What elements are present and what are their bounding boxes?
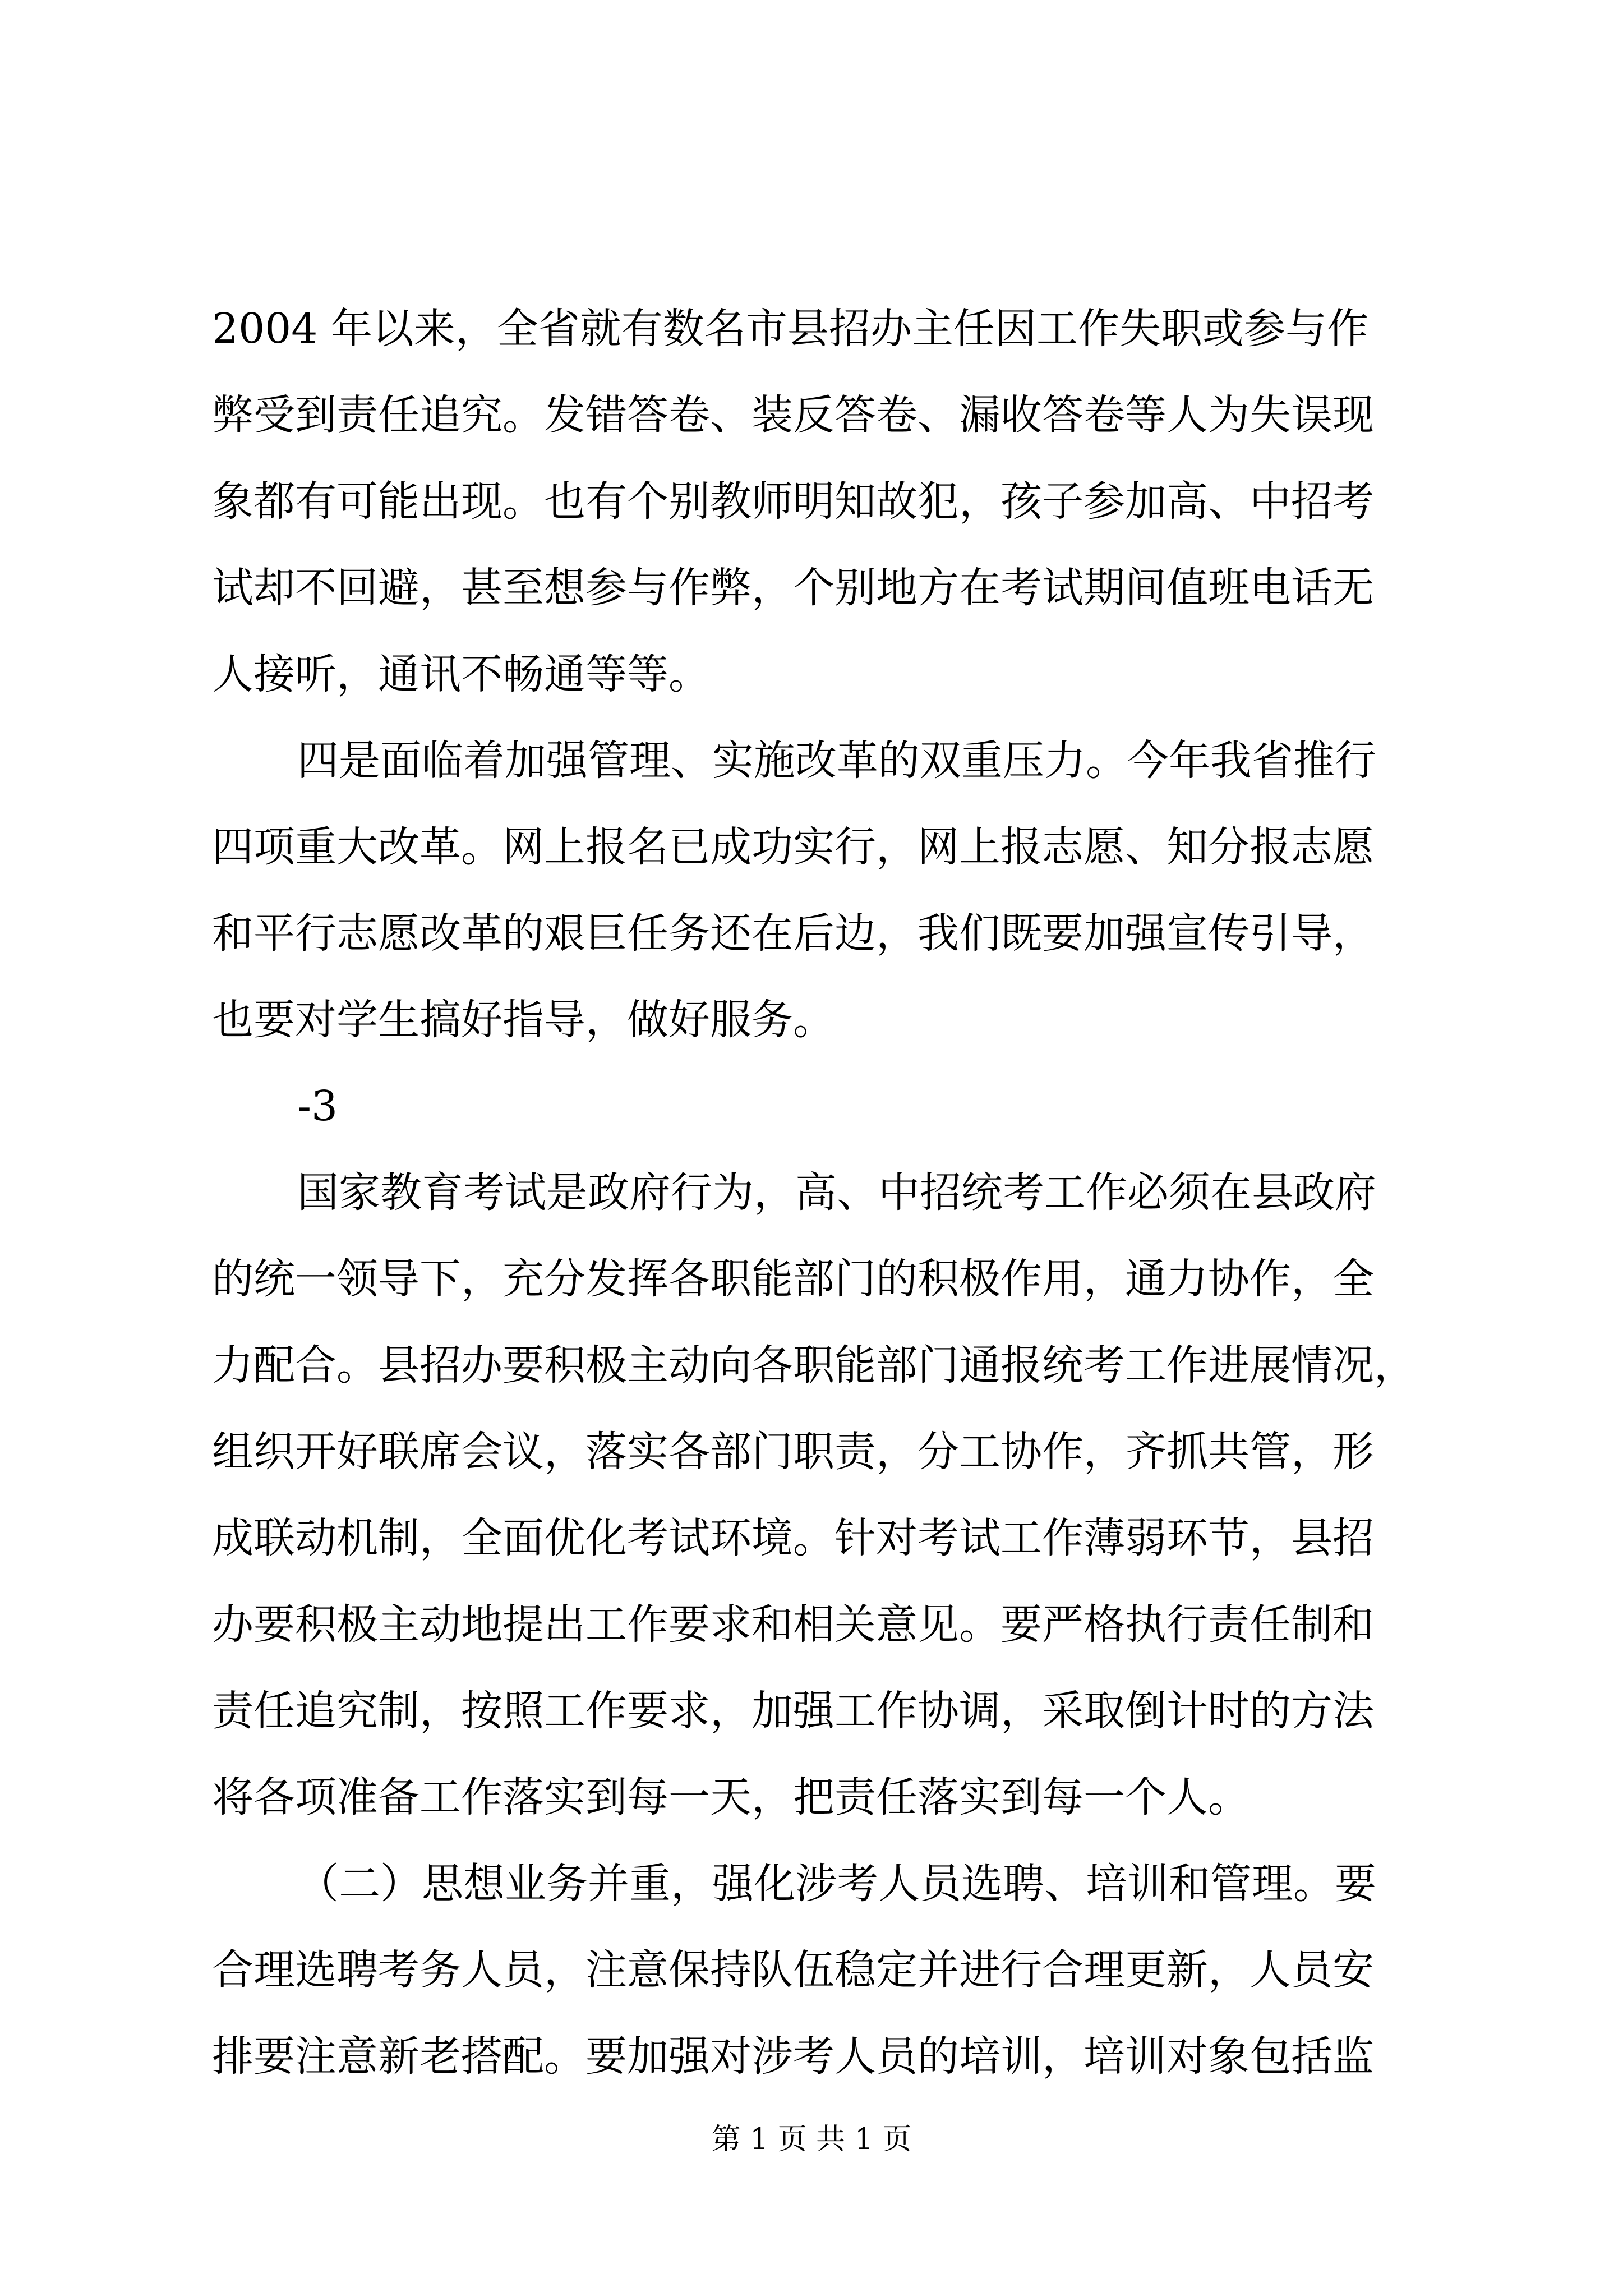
text-line: 力配合。县招办要积极主动向各职能部门通报统考工作进展情况， [212, 1341, 1415, 1389]
text-line: 合理选聘考务人员，注意保持队伍稳定并进行合理更新，人员安 [212, 1946, 1374, 1994]
page-footer: 第 1 页 共 1 页 [711, 2123, 912, 2156]
text-line: 组织开好联席会议，落实各部门职责，分工协作，齐抓共管，形 [212, 1428, 1374, 1476]
text-line: 四是面临着加强管理、实施改革的双重压力。今年我省推行 [297, 737, 1376, 785]
text-line: 四项重大改革。网上报名已成功实行，网上报志愿、知分报志愿 [212, 823, 1374, 871]
text-line: 和平行志愿改革的艰巨任务还在后边，我们既要加强宣传引导， [212, 909, 1374, 958]
text-line: 象都有可能出现。也有个别教师明知故犯，孩子参加高、中招考 [212, 477, 1374, 526]
text-line: 将各项准备工作落实到每一天，把责任落实到每一个人。 [212, 1773, 1249, 1821]
text-line: 也要对学生搞好指导，做好服务。 [212, 996, 834, 1044]
text-line: 责任追究制，按照工作要求，加强工作协调，采取倒计时的方法 [212, 1687, 1374, 1735]
text-line: 办要积极主动地提出工作要求和相关意见。要严格执行责任制和 [212, 1600, 1374, 1649]
text-line: 的统一领导下，充分发挥各职能部门的积极作用，通力协作，全 [212, 1255, 1374, 1303]
text-line: 国家教育考试是政府行为，高、中招统考工作必须在县政府 [297, 1168, 1376, 1217]
section-number: -3 [297, 1082, 338, 1130]
text-line: 排要注意新老搭配。要加强对涉考人员的培训，培训对象包括监 [212, 2032, 1374, 2081]
text-line: 2004 年以来，全省就有数名市县招办主任因工作失职或参与作 [212, 305, 1368, 353]
text-line: 试却不回避，甚至想参与作弊，个别地方在考试期间值班电话无 [212, 564, 1374, 612]
text-line: （二）思想业务并重，强化涉考人员选聘、培训和管理。要 [297, 1860, 1376, 1908]
text-line: 弊受到责任追究。发错答卷、装反答卷、漏收答卷等人为失误现 [212, 391, 1374, 439]
text-line: 成联动机制，全面优化考试环境。针对考试工作薄弱环节，县招 [212, 1514, 1374, 1562]
text-line: 人接听，通讯不畅通等等。 [212, 650, 710, 698]
